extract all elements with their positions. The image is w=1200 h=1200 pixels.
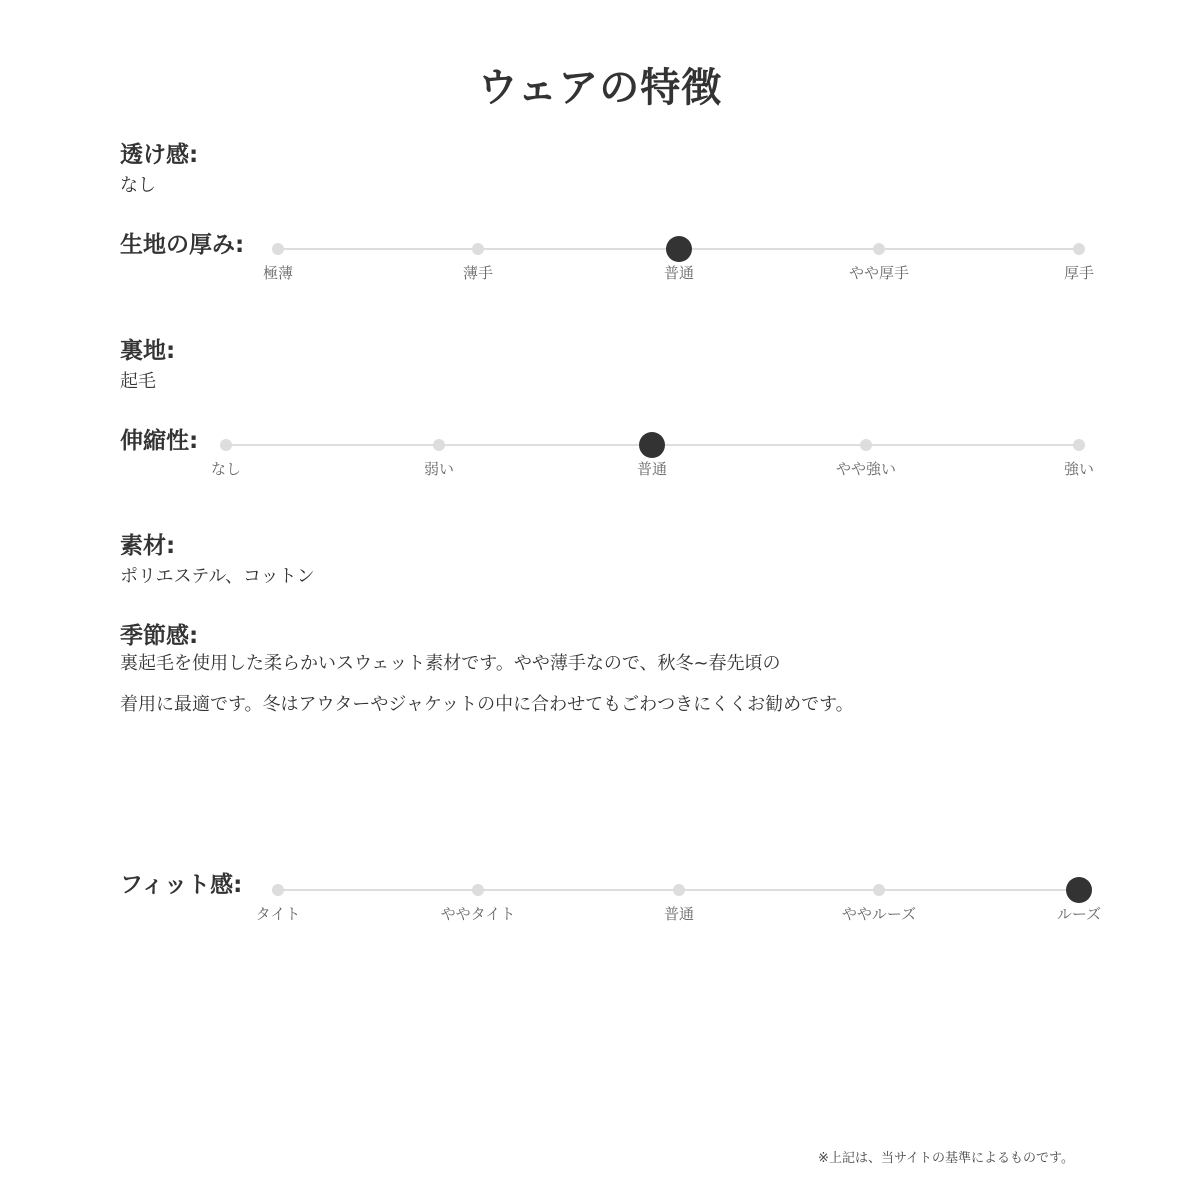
scale-option-label: 薄手 <box>462 264 493 282</box>
season-line: 裏起毛を使用した柔らかいスウェット素材です。やや薄手なので、秋冬~春先頃の <box>120 653 781 674</box>
scale-option-label: 極薄 <box>262 264 293 282</box>
scale-dot-icon <box>1073 439 1085 451</box>
season-label: 季節感: <box>120 623 199 649</box>
scale-option-label: 普通 <box>636 460 667 478</box>
scale-selected-dot-icon <box>666 236 692 262</box>
scale-option-label: タイト <box>255 905 301 923</box>
scale-option-label: 普通 <box>663 264 694 282</box>
scale-dot-icon <box>873 884 885 896</box>
footnote: ※上記は、当サイトの基準によるものです。 <box>818 1151 1074 1166</box>
transparency-label: 透け感: <box>120 142 199 168</box>
scale-option-label: やや強い <box>835 460 896 478</box>
scale-dot-icon <box>472 884 484 896</box>
lining-label: 裏地: <box>120 338 176 364</box>
scale-option-label: やや厚手 <box>848 264 909 282</box>
scale-dot-icon <box>673 884 685 896</box>
scale-option-label: 普通 <box>663 905 694 923</box>
material-value: ポリエステル、コットン <box>120 566 315 587</box>
scale-dot-icon <box>1073 243 1085 255</box>
transparency-value: なし <box>120 175 156 196</box>
thickness-label: 生地の厚み: <box>120 232 245 258</box>
scale-selected-dot-icon <box>639 432 665 458</box>
scale-option-label: ややタイト <box>440 905 516 923</box>
lining-value: 起毛 <box>120 371 156 392</box>
scale-dot-icon <box>472 243 484 255</box>
scale-dot-icon <box>272 884 284 896</box>
scale-dot-icon <box>272 243 284 255</box>
scale-option-label: 弱い <box>423 460 454 478</box>
scale-dot-icon <box>220 439 232 451</box>
scale-dot-icon <box>433 439 445 451</box>
season-line: 着用に最適です。冬はアウターやジャケットの中に合わせてもごわつきにくくお勧めです。 <box>120 694 854 715</box>
scale-selected-dot-icon <box>1066 877 1092 903</box>
stretch-label: 伸縮性: <box>120 428 199 454</box>
scale-option-label: ややルーズ <box>841 905 917 923</box>
fit-label: フィット感: <box>120 872 243 898</box>
scale-option-label: 強い <box>1063 460 1094 478</box>
scale-dot-icon <box>873 243 885 255</box>
season-description <box>120 643 854 725</box>
material-label: 素材: <box>120 533 176 559</box>
page-title: ウェアの特徴 <box>477 65 723 111</box>
scale-dot-icon <box>860 439 872 451</box>
scale-option-label: ルーズ <box>1056 905 1102 923</box>
scale-option-label: 厚手 <box>1063 264 1094 282</box>
scale-option-label: なし <box>210 460 241 478</box>
